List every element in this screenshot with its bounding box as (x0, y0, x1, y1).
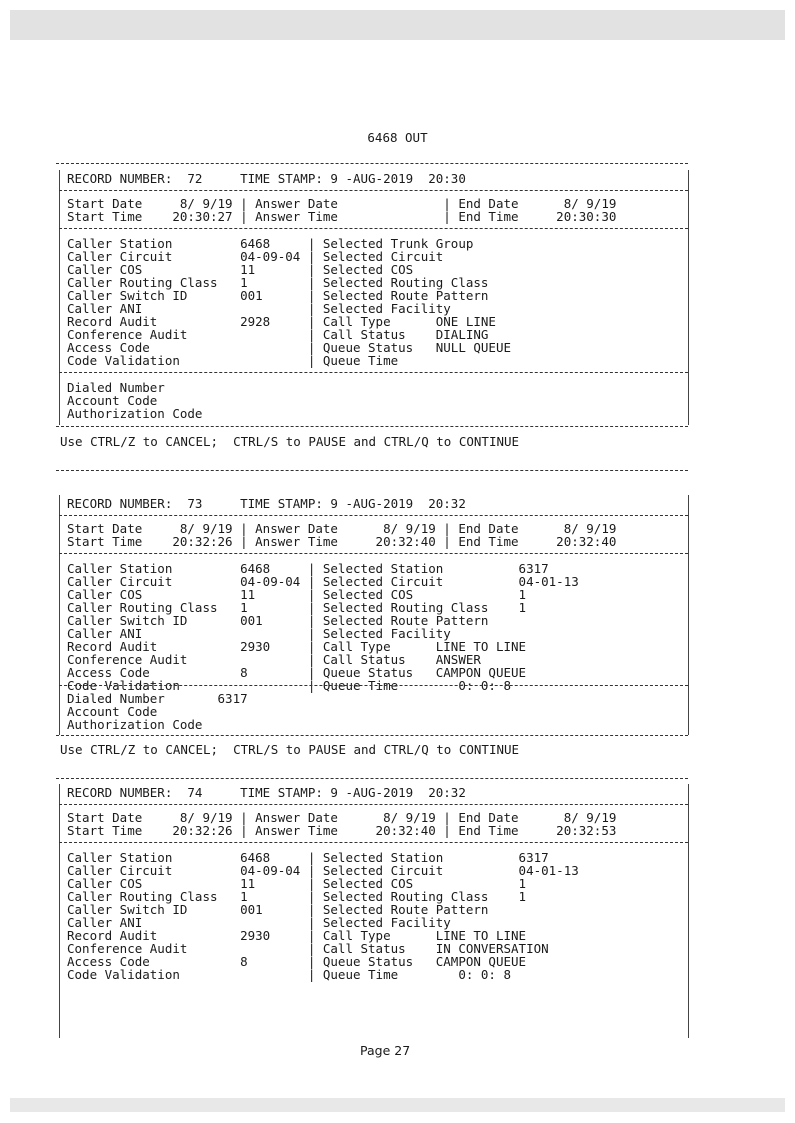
record-divider (59, 190, 688, 191)
detail-row: Record Audit 2930 | Call Type LINE TO LINE (67, 639, 527, 654)
detail-row: Caller Routing Class 1 | Selected Routing Class (67, 275, 489, 290)
record-divider (56, 470, 688, 471)
detail-row: Caller Routing Class 1 | Selected Routing Class 1 (67, 889, 527, 904)
record-divider (59, 228, 688, 229)
dialed-row: Account Code (67, 393, 158, 408)
detail-row: Conference Audit | Call Status IN CONVERSATION (67, 941, 549, 956)
detail-row: Caller COS 11 | Selected COS 1 (67, 587, 527, 602)
record-border-left (59, 170, 60, 425)
control-notice: Use CTRL/Z to CANCEL; CTRL/S to PAUSE and CTRL/Q to CONTINUE (60, 434, 520, 449)
detail-row: Caller Circuit 04-09-04 | Selected Circuit 04-01-13 (67, 863, 579, 878)
detail-row: Caller Circuit 04-09-04 | Selected Circuit (67, 249, 444, 264)
detail-row: Caller COS 11 | Selected COS 1 (67, 876, 527, 891)
detail-row: Access Code | Queue Status NULL QUEUE (67, 340, 512, 355)
detail-row: Caller COS 11 | Selected COS (67, 262, 414, 277)
detail-row: Caller ANI | Selected Facility (67, 301, 451, 316)
record-head: RECORD NUMBER: 72 TIME STAMP: 9 -AUG-2019 20:30 (67, 171, 466, 186)
detail-row: Record Audit 2928 | Call Type ONE LINE (67, 314, 496, 329)
record-divider (59, 515, 688, 516)
record-divider (59, 804, 688, 805)
detail-row: Conference Audit | Call Status ANSWER (67, 652, 481, 667)
detail-row: Caller ANI | Selected Facility (67, 626, 451, 641)
record-head: RECORD NUMBER: 73 TIME STAMP: 9 -AUG-2019 20:32 (67, 496, 466, 511)
detail-row: Access Code 8 | Queue Status CAMPON QUEUE (67, 665, 527, 680)
detail-row: Caller Switch ID 001 | Selected Route Pattern (67, 288, 489, 303)
record-divider (56, 163, 688, 164)
page-number: Page 27 (360, 1043, 411, 1058)
dialed-row: Account Code (67, 704, 158, 719)
scan-margin-top (10, 10, 785, 40)
detail-row: Caller Station 6468 | Selected Station 6317 (67, 561, 549, 576)
detail-row: Caller Switch ID 001 | Selected Route Pattern (67, 613, 489, 628)
dialed-row: Authorization Code (67, 406, 203, 421)
record-border-right (688, 170, 689, 425)
record-divider (56, 735, 688, 736)
date-row: Start Date 8/ 9/19 | Answer Date | End Date 8/ 9/19 (67, 196, 617, 211)
record-divider (59, 372, 688, 373)
record-divider (56, 426, 688, 427)
detail-row: Conference Audit | Call Status DIALING (67, 327, 489, 342)
detail-row: Code Validation | Queue Time 0: 0: 8 (67, 678, 512, 693)
dialed-row: Dialed Number 6317 (67, 691, 248, 706)
detail-row: Code Validation | Queue Time (67, 353, 399, 368)
date-row: Start Date 8/ 9/19 | Answer Date 8/ 9/19 | End Date 8/ 9/19 (67, 521, 617, 536)
page-header: 6468 OUT (367, 130, 428, 145)
dialed-row: Dialed Number (67, 380, 165, 395)
detail-row: Code Validation | Queue Time 0: 0: 8 (67, 967, 512, 982)
record-divider (59, 685, 688, 686)
record-border-right (688, 784, 689, 1038)
detail-row: Caller ANI | Selected Facility (67, 915, 451, 930)
detail-row: Caller Station 6468 | Selected Trunk Group (67, 236, 474, 251)
detail-row: Access Code 8 | Queue Status CAMPON QUEUE (67, 954, 527, 969)
record-border-left (59, 784, 60, 1038)
control-notice: Use CTRL/Z to CANCEL; CTRL/S to PAUSE and CTRL/Q to CONTINUE (60, 742, 520, 757)
detail-row: Caller Switch ID 001 | Selected Route Pattern (67, 902, 489, 917)
detail-row: Caller Circuit 04-09-04 | Selected Circuit 04-01-13 (67, 574, 579, 589)
call-record-72 (0, 170, 795, 440)
detail-row: Record Audit 2930 | Call Type LINE TO LINE (67, 928, 527, 943)
time-row: Start Time 20:30:27 | Answer Time | End Time 20:30:30 (67, 209, 617, 224)
date-row: Start Date 8/ 9/19 | Answer Date 8/ 9/19 | End Date 8/ 9/19 (67, 810, 617, 825)
record-divider (59, 842, 688, 843)
record-head: RECORD NUMBER: 74 TIME STAMP: 9 -AUG-2019 20:32 (67, 785, 466, 800)
record-border-right (688, 495, 689, 735)
detail-row: Caller Routing Class 1 | Selected Routing Class 1 (67, 600, 527, 615)
time-row: Start Time 20:32:26 | Answer Time 20:32:40 | End Time 20:32:53 (67, 823, 617, 838)
detail-row: Caller Station 6468 | Selected Station 6317 (67, 850, 549, 865)
record-divider (56, 778, 688, 779)
call-record-73 (0, 495, 795, 765)
record-border-left (59, 495, 60, 735)
record-divider (59, 553, 688, 554)
call-record-74 (0, 784, 795, 1054)
scan-margin-bottom (10, 1098, 785, 1112)
time-row: Start Time 20:32:26 | Answer Time 20:32:40 | End Time 20:32:40 (67, 534, 617, 549)
dialed-row: Authorization Code (67, 717, 203, 732)
